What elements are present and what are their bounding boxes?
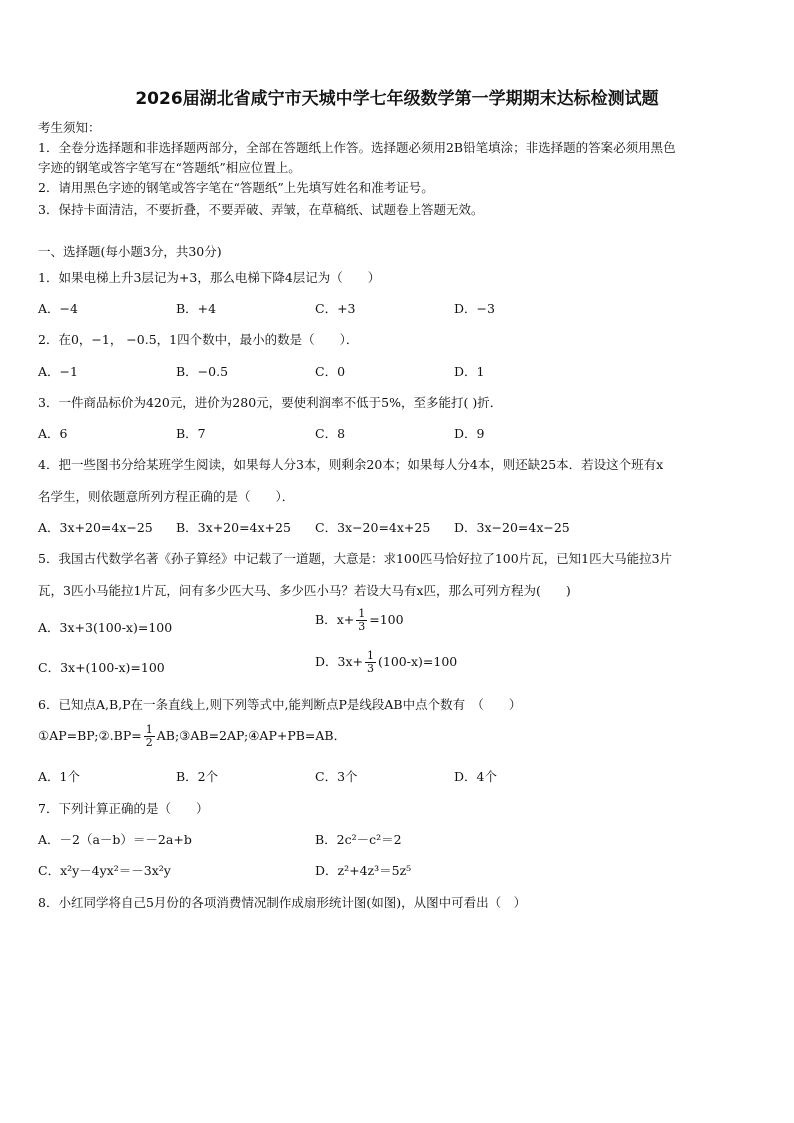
conditions-pre: ①AP=BP;②.BP= [38,728,142,744]
notice-heading: 考生须知： [38,120,101,135]
notice-line-1: 1．全卷分选择题和非选择题两部分，全部在答题纸上作答。选择题必须用2B铅笔填涂；非选择题的答案必须用黑色 [38,140,676,155]
question-4-option-b[interactable]: B．3x+20=4x+25 [176,520,291,535]
fraction [144,724,155,749]
question-2-option-c[interactable]: C．0 [315,364,346,379]
conditions-post: AB;③AB=2AP;④AP+PB=AB． [156,728,347,744]
question-6-option-b[interactable]: B．2个 [176,769,219,784]
question-2-option-b[interactable]: B．−0.5 [176,364,229,379]
question-8-stem: 8．小红同学将自己5月份的各项消费情况制作成扇形统计图(如图)，从图中可看出（ ） [38,895,527,910]
question-3-option-c[interactable]: C．8 [315,426,346,441]
exam-title: 2026届湖北省咸宁市天城中学七年级数学第一学期期末达标检测试题 [135,89,659,109]
question-7-option-d[interactable]: D．z²+4z³＝5z⁵ [315,863,412,878]
question-2-option-a[interactable]: A．−1 [38,364,78,379]
question-5-stem-line-2: 瓦，3匹小马能拉1片瓦，问有多少匹大马、多少匹小马？若设大马有x匹，那么可列方程为( ) [38,583,571,598]
question-1-stem: 1．如果电梯上升3层记为+3，那么电梯下降4层记为（ ） [38,270,381,285]
notice-line-2: 字迹的钢笔或答字笔写在“答题纸”相应位置上。 [38,160,301,175]
option-b-post: =100 [369,612,404,628]
notice-line-4: 3．保持卡面清洁，不要折叠，不要弄破、弄皱，在草稿纸、试题卷上答题无效。 [38,202,484,217]
question-6-option-c[interactable]: C．3个 [315,769,358,784]
option-b-pre: x+ [336,612,355,628]
question-3-option-b[interactable]: B．7 [176,426,206,441]
question-5-stem-line-1: 5．我国古代数学名著《孙子算经》中记载了一道题，大意是：求100匹马恰好拉了100片瓦，已知1匹大马能拉3片 [38,551,673,566]
question-7-stem: 7．下列计算正确的是（ ） [38,801,209,816]
question-1-option-d[interactable]: D．−3 [454,301,495,316]
question-3-stem: 3．一件商品标价为420元，进价为280元，要使利润率不低于5%，至多能打( )折． [38,395,503,410]
question-4-option-d[interactable]: D．3x−20=4x−25 [454,520,570,535]
question-1-option-a[interactable]: A．−4 [38,301,78,316]
question-4-option-a[interactable]: A．3x+20=4x−25 [38,520,153,535]
fraction [356,608,367,633]
option-b-label: B． [315,612,337,628]
fraction-numerator: 1 [145,723,153,736]
question-1-option-c[interactable]: C．+3 [315,301,356,316]
question-6-conditions [38,724,346,749]
question-7-option-c[interactable]: C．x²y－4yx²＝－3x²y [38,863,171,878]
question-4-stem-line-1: 4．把一些图书分给某班学生阅读，如果每人分3本，则剩余20本；如果每人分4本，则还缺25本．若设这个班有x [38,457,664,472]
section-heading: 一、选择题(每小题3分，共30分) [38,244,222,259]
question-4-stem-line-2: 名学生，则依题意所列方程正确的是（ ）． [38,489,295,504]
question-5-option-d[interactable] [315,650,457,675]
question-5-option-c[interactable]: C．3x+(100-x)=100 [38,660,165,675]
question-5-option-b[interactable] [315,608,404,633]
fraction-numerator: 1 [358,607,366,620]
fraction-numerator: 1 [367,649,375,662]
question-6-option-a[interactable]: A．1个 [38,769,80,784]
question-4-option-c[interactable]: C．3x−20=4x+25 [315,520,431,535]
fraction-denominator: 2 [145,736,153,750]
question-3-option-a[interactable]: A．6 [38,426,68,441]
question-1-option-b[interactable]: B．+4 [176,301,217,316]
option-d-pre: 3x+ [337,654,364,670]
option-d-post: (100-x)=100 [378,654,458,670]
fraction-denominator: 3 [358,620,366,634]
question-3-option-d[interactable]: D．9 [454,426,485,441]
question-2-option-d[interactable]: D．1 [454,364,485,379]
question-5-option-a[interactable]: A．3x+3(100-x)=100 [38,620,173,635]
question-2-stem: 2．在0，−1， −0.5，1四个数中，最小的数是（ ）． [38,332,359,347]
notice-line-3: 2．请用黑色字迹的钢笔或答字笔在“答题纸”上先填写姓名和准考证号。 [38,180,434,195]
fraction-denominator: 3 [367,662,375,676]
option-d-label: D． [315,654,338,670]
question-7-option-a[interactable]: A．－2（a－b）＝－2a+b [38,832,192,847]
question-6-stem: 6．已知点A,B,P在一条直线上,则下列等式中,能判断点P是线段AB中点个数有 （ ） [38,697,522,712]
fraction [365,650,376,675]
question-6-option-d[interactable]: D．4个 [454,769,497,784]
question-7-option-b[interactable]: B．2c²－c²＝2 [315,832,402,847]
